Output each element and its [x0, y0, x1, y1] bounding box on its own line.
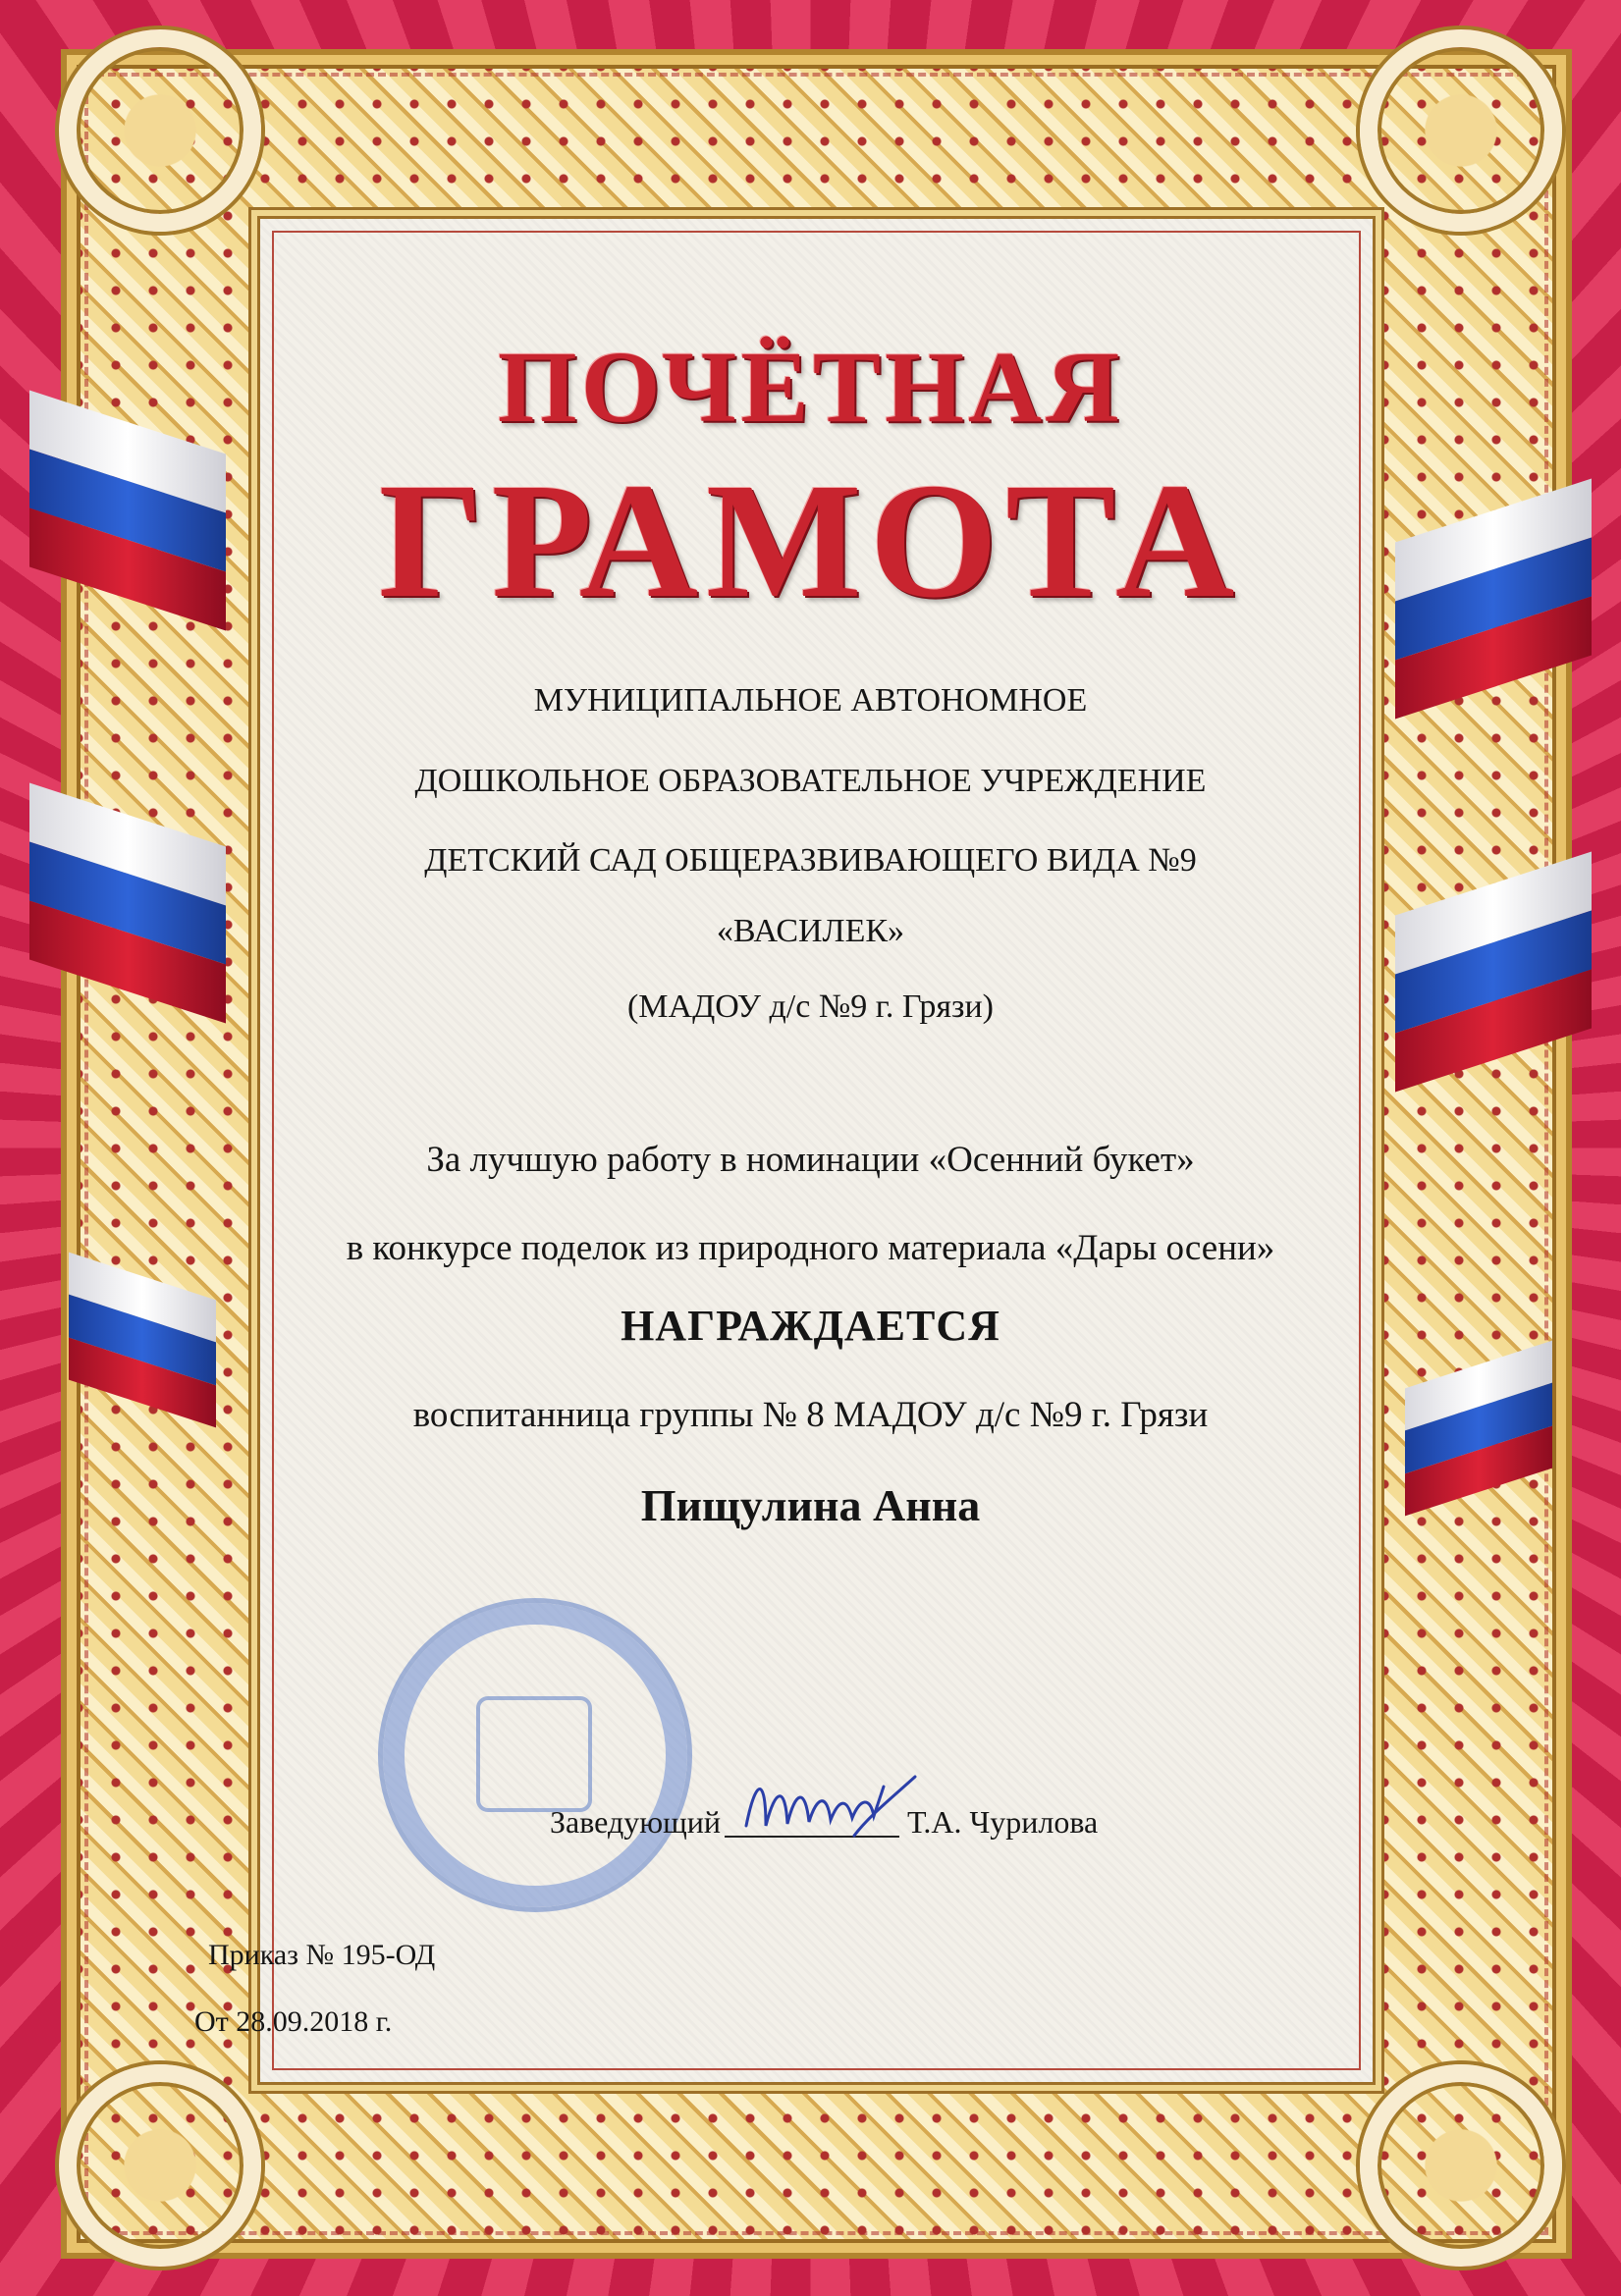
seal-stamp [378, 1598, 692, 1912]
certificate-title-line2: ГРАМОТА [378, 450, 1243, 632]
order-date: От 28.09.2018 г. [194, 2005, 393, 2038]
order-number: Приказ № 195-ОД [208, 1939, 436, 1971]
organization-line: «ВАСИЛЕК» [716, 913, 905, 949]
corner-swirl-icon [59, 29, 261, 232]
organization-line: ДЕТСКИЙ САД ОБЩЕРАЗВИВАЮЩЕГО ВИДА №9 [424, 842, 1197, 879]
pupil-description: воспитанница группы № 8 МАДОУ д/с №9 г. Грязи [412, 1395, 1209, 1435]
award-reason-line: в конкурсе поделок из природного материала «Дары осени» [346, 1228, 1275, 1268]
organization-line: ДОШКОЛЬНОЕ ОБРАЗОВАТЕЛЬНОЕ УЧРЕЖДЕНИЕ [414, 763, 1207, 799]
organization-line: МУНИЦИПАЛЬНОЕ АВТОНОМНОЕ [533, 682, 1088, 719]
awarded-label: НАГРАЖДАЕТСЯ [621, 1302, 1000, 1350]
corner-swirl-icon [59, 2064, 261, 2267]
signatory-role: Заведующий [550, 1804, 722, 1840]
certificate-title-line1: ПОЧЁТНАЯ [497, 331, 1124, 444]
corner-swirl-icon [1360, 2064, 1562, 2267]
organization-short-name: (МАДОУ д/с №9 г. Грязи) [626, 988, 994, 1025]
signatory-name: Т.А. Чурилова [907, 1804, 1099, 1840]
signature-row [550, 1787, 1237, 1845]
award-reason-line: За лучшую работу в номинации «Осенний букет» [426, 1140, 1195, 1180]
corner-swirl-icon [1360, 29, 1562, 232]
recipient-name: Пищулина Анна [640, 1480, 981, 1530]
handwritten-signature [736, 1757, 923, 1855]
